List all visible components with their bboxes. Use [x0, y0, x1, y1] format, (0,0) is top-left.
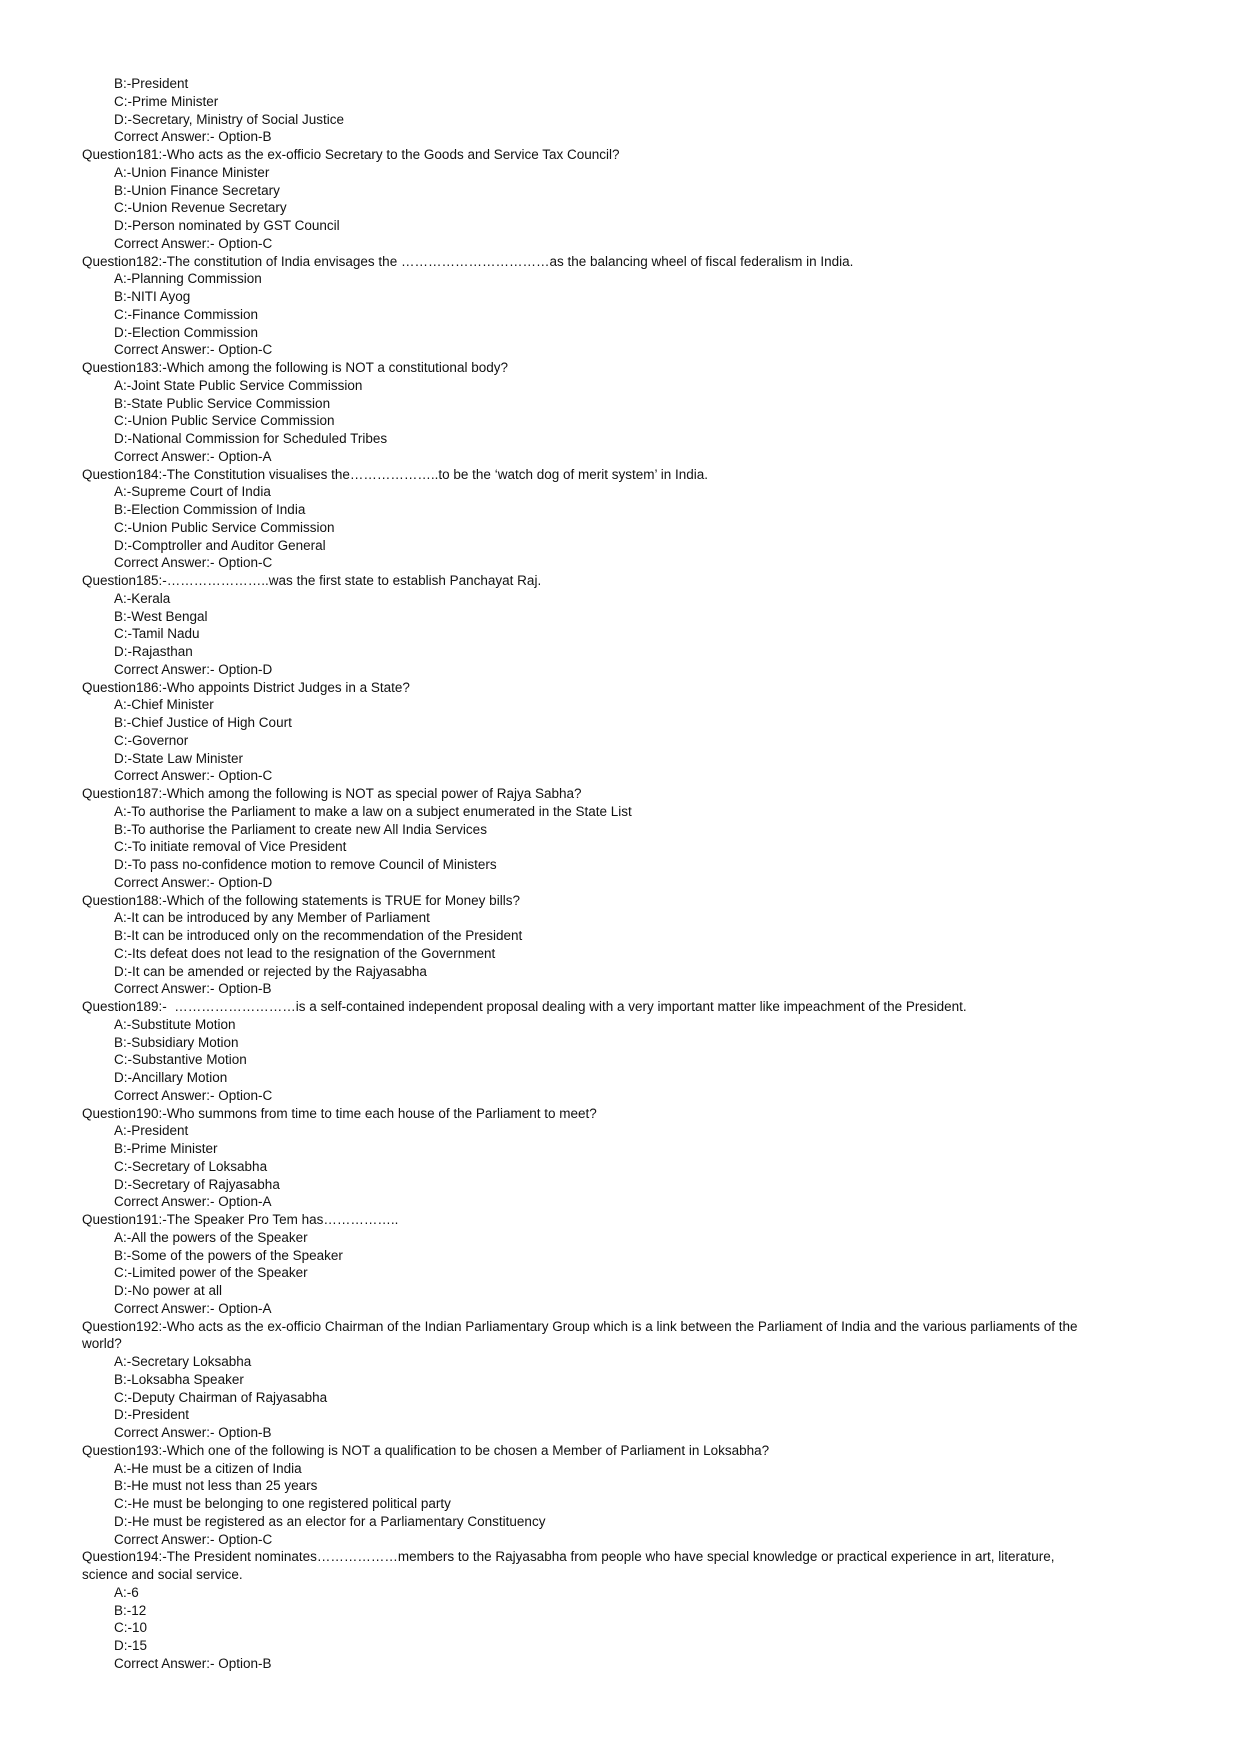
option-a: A:-Secretary Loksabha [114, 1354, 252, 1369]
option-b: B:-West Bengal [114, 608, 208, 624]
option-b: B:-Some of the powers of the Speaker [114, 1247, 343, 1263]
correct-answer: Correct Answer:- Option-B [114, 129, 272, 145]
correct-answer: Correct Answer:- Option-B [114, 1425, 272, 1440]
option-c: C:-He must be belonging to one registered political party [114, 1496, 451, 1511]
question-text: Question190:-Who summons from time to time each house of the Parliament to meet? [82, 1105, 597, 1121]
question-text: Question185:-…………………..was the first state to establish Panchayat Raj. [82, 573, 542, 588]
correct-answer: Correct Answer:- Option-C [114, 342, 273, 358]
question-text: Question187:-Which among the following is NOT as special power of Rajya Sabha? [82, 786, 582, 801]
option-b: B:-It can be introduced only on the recommendation of the President [114, 928, 523, 943]
option-d: D:-Person nominated by GST Council [114, 218, 340, 233]
option-d: D:-President [114, 1407, 190, 1423]
option-c: C:-Finance Commission [114, 306, 259, 322]
option-b: B:-State Public Service Commission [114, 395, 331, 411]
option-a: A:-Planning Commission [114, 271, 262, 287]
option-c: C:-Union Public Service Commission [114, 519, 335, 535]
question-block [82, 998, 1181, 1105]
option-a: A:-President [114, 1123, 189, 1139]
option-b: B:-Chief Justice of High Court [114, 715, 292, 730]
option-c: C:-Secretary of Loksabha [114, 1158, 268, 1174]
option-c: C:-Tamil Nadu [114, 626, 200, 642]
question-text: Question189:- ………………………is a self-contained independent proposal dealing with a very important matter like impeachment of the President. [82, 999, 967, 1014]
option-b: B:-Union Finance Secretary [114, 182, 280, 198]
option-b: B:-To authorise the Parliament to create new All India Services [114, 821, 487, 837]
option-a: A:-It can be introduced by any Member of Parliament [114, 910, 430, 926]
option-a: A:-All the powers of the Speaker [114, 1229, 308, 1245]
option-d: D:-Rajasthan [114, 644, 193, 659]
option-d: D:-National Commission for Scheduled Tribes [114, 431, 388, 446]
option-d: D:-Ancillary Motion [114, 1070, 228, 1085]
option-c: C:-Substantive Motion [114, 1052, 247, 1068]
correct-answer: Correct Answer:- Option-C [114, 768, 273, 784]
question-text: Question181:-Who acts as the ex-officio Secretary to the Goods and Service Tax Council? [82, 147, 620, 162]
correct-answer: Correct Answer:- Option-A [114, 1194, 272, 1210]
question-text: Question186:-Who appoints District Judges in a State? [82, 679, 410, 695]
option-d: D:-15 [114, 1638, 148, 1653]
option-c: C:-To initiate removal of Vice President [114, 839, 347, 855]
option-c: C:-Deputy Chairman of Rajyasabha [114, 1389, 328, 1405]
question-text: Question188:-Which of the following statements is TRUE for Money bills? [82, 892, 520, 908]
question-text: Question194:-The President nominates………………members to the Rajyasabha from people who have special knowledge or practical experience in art, literature, science and social service. [82, 1549, 1059, 1582]
question-text: Question182:-The constitution of India envisages the ……………………………as the balancing wheel of fiscal federalism in India. [82, 253, 854, 269]
option-b: B:-Election Commission of India [114, 502, 306, 517]
question-block [82, 1211, 1181, 1318]
option-c: C:-Governor [114, 732, 189, 748]
question-text: Question183:-Which among the following is NOT a constitutional body? [82, 360, 508, 375]
option-a: A:-Chief Minister [114, 697, 214, 713]
option-d: D:-It can be amended or rejected by the Rajyasabha [114, 963, 427, 979]
option-c: C:-Union Revenue Secretary [114, 200, 287, 216]
correct-answer: Correct Answer:- Option-C [114, 1531, 273, 1547]
option-d: D:-Secretary of Rajyasabha [114, 1176, 280, 1192]
option-b: B:-NITI Ayog [114, 289, 191, 304]
option-a: A:-To authorise the Parliament to make a law on a subject enumerated in the State List [114, 803, 632, 819]
option-d: D:-Comptroller and Auditor General [114, 537, 326, 553]
question-block [82, 785, 1181, 892]
option-b: B:-Prime Minister [114, 1141, 218, 1156]
option-c: C:-Union Public Service Commission [114, 413, 335, 429]
option-d: D:-To pass no-confidence motion to remove Council of Ministers [114, 857, 497, 872]
question-text: Question184:-The Constitution visualises the………………..to be the ‘watch dog of merit system’ in India. [82, 466, 709, 482]
correct-answer: Correct Answer:- Option-D [114, 661, 273, 677]
question-block [82, 1105, 1181, 1212]
correct-answer: Correct Answer:- Option-A [114, 448, 272, 464]
correct-answer: Correct Answer:- Option-C [114, 555, 273, 571]
question-block [82, 1548, 1181, 1672]
question-block [82, 253, 1181, 360]
option-c: C:-Prime Minister [114, 93, 219, 109]
correct-answer: Correct Answer:- Option-D [114, 874, 273, 890]
correct-answer: Correct Answer:- Option-B [114, 981, 272, 997]
option-a: A:-6 [114, 1584, 139, 1600]
question-text: Question191:-The Speaker Pro Tem has…………….. [82, 1212, 399, 1227]
option-b: B:-President [114, 76, 189, 91]
question-block [82, 572, 1181, 679]
option-a: A:-He must be a citizen of India [114, 1460, 302, 1476]
question-block [82, 679, 1181, 786]
correct-answer: Correct Answer:- Option-B [114, 1655, 272, 1671]
correct-answer: Correct Answer:- Option-A [114, 1300, 272, 1316]
option-d: D:-He must be registered as an elector for a Parliamentary Constituency [114, 1513, 546, 1529]
question-block [82, 1442, 1181, 1549]
option-b: B:-Subsidiary Motion [114, 1034, 239, 1050]
option-a: A:-Kerala [114, 590, 171, 606]
correct-answer: Correct Answer:- Option-C [114, 235, 273, 251]
question-block [82, 892, 1181, 999]
question-block [82, 146, 1181, 253]
option-d: D:-Election Commission [114, 324, 259, 340]
option-c: C:-10 [114, 1620, 148, 1636]
option-b: B:-Loksabha Speaker [114, 1371, 244, 1387]
question-text: Question192:-Who acts as the ex-officio Chairman of the Indian Parliamentary Group which is a link between the Parliament of India and the various parliaments of the world? [82, 1318, 1082, 1352]
option-a: A:-Union Finance Minister [114, 164, 270, 180]
option-d: D:-Secretary, Ministry of Social Justice [114, 111, 345, 127]
question-list [82, 146, 1181, 1673]
option-d: D:-State Law Minister [114, 750, 244, 766]
option-b: B:-He must not less than 25 years [114, 1478, 318, 1494]
question-block [82, 359, 1181, 466]
option-b: B:-12 [114, 1602, 147, 1618]
option-a: A:-Joint State Public Service Commission [114, 377, 363, 393]
option-a: A:-Supreme Court of India [114, 484, 271, 500]
question-block [82, 1318, 1181, 1442]
question-text: Question193:-Which one of the following is NOT a qualification to be chosen a Member of Parliament in Loksabha? [82, 1442, 770, 1458]
option-a: A:-Substitute Motion [114, 1016, 236, 1032]
question-block [82, 466, 1181, 573]
option-d: D:-No power at all [114, 1283, 223, 1298]
correct-answer: Correct Answer:- Option-C [114, 1087, 273, 1103]
continued-question-block [82, 75, 1181, 146]
option-c: C:-Limited power of the Speaker [114, 1265, 308, 1281]
option-c: C:-Its defeat does not lead to the resignation of the Government [114, 945, 496, 961]
